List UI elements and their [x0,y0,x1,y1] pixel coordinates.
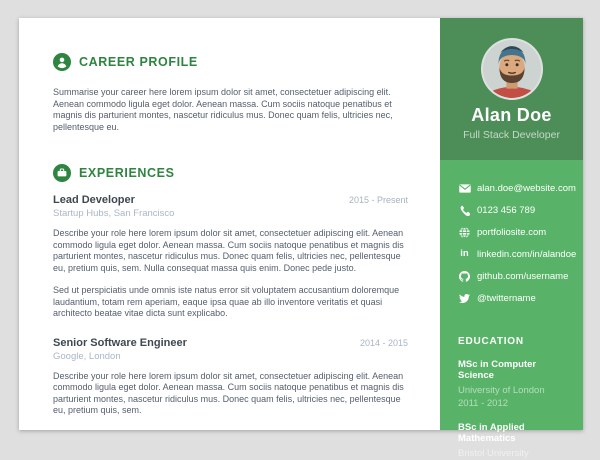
education-degree: MSc in Computer Science [458,359,537,381]
job-description-paragraph: Sed ut perspiciatis unde omnis iste natus error sit voluptatem accusantium doloremque laudantium, totam rem aperiam, eaque ipsa quae ab illo inventore veritatis et quasi architecto beatae vitae dicta sunt explicabo. [53,285,400,318]
education-degree: BSc in Applied Mathematics [458,422,525,444]
job-description-paragraph: Describe your role here lorem ipsum dolor sit amet, consectetuer adipiscing elit. Aenean commodo ligula eget dolor. Aenean massa. Cum sociis natoque penatibus et magnis dis parturient montes, nascetur ridiculus mus. Donec quam felis, ultricies nec, pellentesque eu, pretium quis, sem. Nulla consequat massa quis enim. Donec pede justo. [53,228,404,273]
job-entry [53,337,408,417]
experiences-title: EXPERIENCES [79,166,175,180]
contact-twitter[interactable] [458,287,577,309]
education-school: Bristol University [458,448,529,459]
globe-icon [458,227,471,238]
job-title: Lead Developer [53,194,135,206]
contact-list [440,160,583,309]
career-summary: Summarise your career here lorem ipsum dolor sit amet, consectetuer adipiscing elit. Aenean commodo ligula eget dolor. Aenean massa. Cum sociis natoque penatibus et magnis dis parturient montes, nascetur ridiculus mus. Donec quam felis, ultricies nec, pellentesque eu. [53,87,393,132]
contact-phone-text: 0123 456 789 [477,204,536,216]
contact-linkedin-text: linkedin.com/in/alandoe [477,248,577,260]
career-profile-title: CAREER PROFILE [79,55,198,69]
education-section [440,336,583,460]
experiences-section [53,164,408,417]
briefcase-icon [53,164,71,182]
education-item [458,359,573,410]
profile-header [440,18,583,160]
job-period: 2014 - 2015 [359,337,408,348]
contact-linkedin[interactable] [458,243,577,265]
resume-card [19,18,583,459]
person-icon [53,53,71,71]
contact-github[interactable] [458,265,577,287]
contact-website-text: portfoliosite.com [477,226,547,238]
linkedin-icon: in [460,248,469,260]
job-entry [53,194,408,320]
job-description-paragraph: Describe your role here lorem ipsum dolor sit amet, consectetuer adipiscing elit. Aenean commodo ligula eget dolor. Aenean massa. Cum sociis natoque penatibus et magnis dis parturient montes, nascetur ridiculus mus. Donec quam felis, ultricies nec, pellentesque eu, pretium quis, sem. [53,370,404,415]
sidebar [440,18,583,459]
contact-phone[interactable] [458,199,577,221]
profile-title: Full Stack Developer [463,129,560,141]
career-profile-section [53,53,408,133]
job-company: Startup Hubs, San Francisco [53,208,175,219]
education-item [458,422,573,460]
contact-email[interactable] [458,177,577,199]
education-heading: EDUCATION [458,336,524,347]
contact-website[interactable] [458,221,577,243]
job-company: Google, London [53,350,121,362]
phone-icon [458,205,471,216]
job-header [53,194,408,206]
education-period: 2011 - 2012 [458,398,509,409]
experiences-heading-row [53,164,408,182]
contact-twitter-text: @twittername [477,292,536,304]
twitter-icon [458,294,471,303]
contact-github-text: github.com/username [477,270,569,282]
career-profile-heading-row [53,53,408,71]
email-icon [458,184,471,193]
education-school: University of London [458,385,545,396]
job-title: Senior Software Engineer [53,336,187,349]
job-period: 2015 - Present [348,195,408,205]
job-header [53,337,408,349]
github-icon [458,271,471,282]
profile-name: Alan Doe [471,105,552,125]
profile-photo [481,38,543,100]
contact-email-text: alan.doe@website.com [477,182,576,194]
main-content [19,18,440,430]
